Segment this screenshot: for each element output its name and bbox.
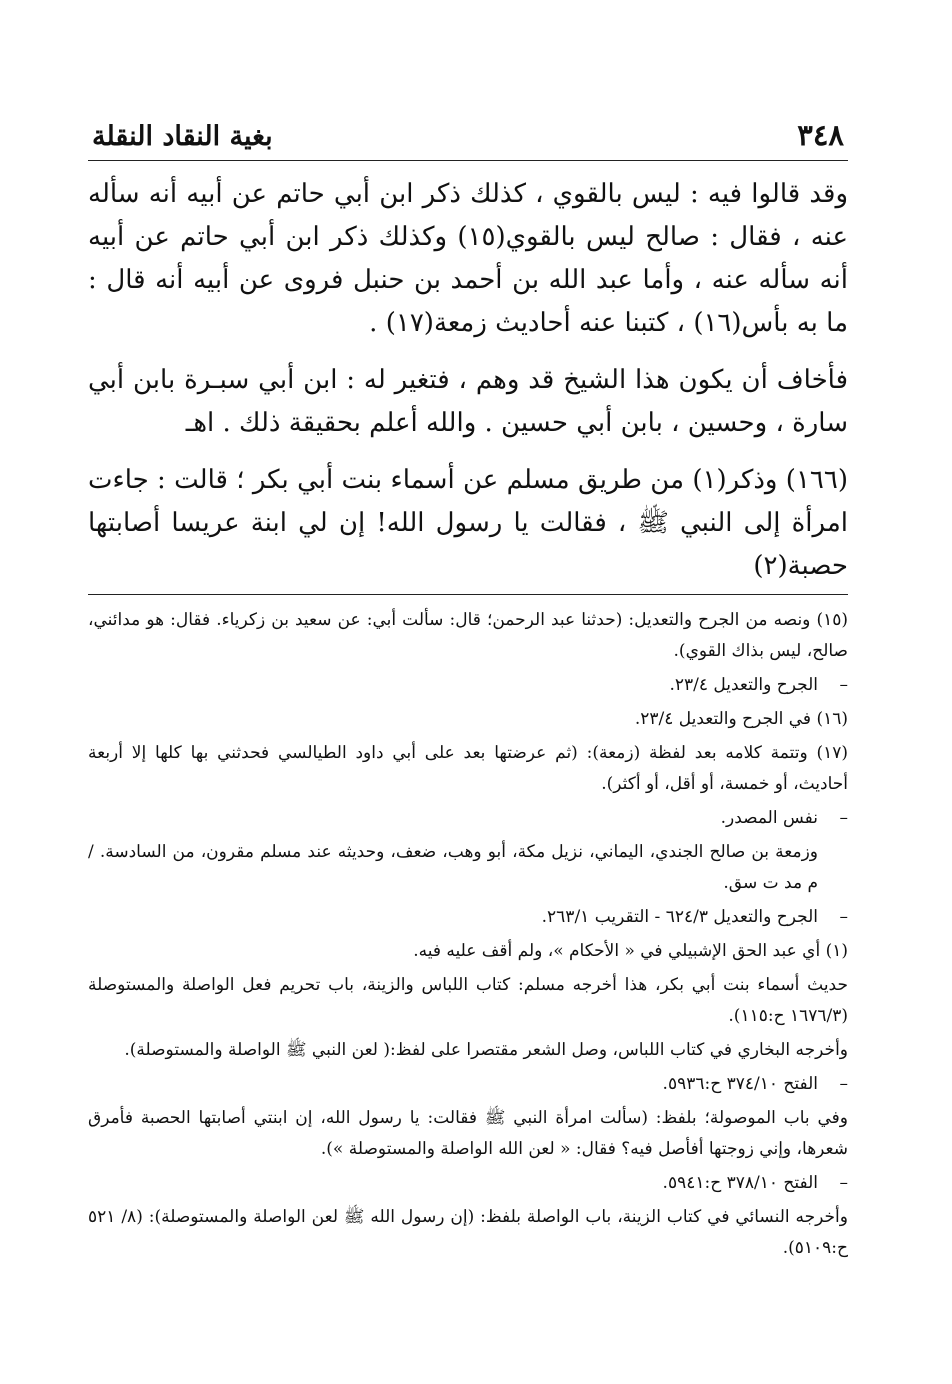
main-text [88,173,848,588]
footnote-source: – نفس المصدر. [88,803,848,834]
footnote: (١٦) في الجرح والتعديل ٢٣/٤. [634,709,848,729]
footnotes-section [88,594,848,1264]
paragraph: وقد قالوا فيه : ليس بالقوي ، كذلك ذكر ابن أبي حاتم عن أبيه أنه سأله عنه ، فقال : صالح ليس بالقوي(١٥) وكذلك ذكر ابن أبي حاتم عن أبيه أنه سأله عنه ، وأما عبد الله بن أحمد بن حنبل فروى عن أبيه أنه قال : ما به بأس(١٦) ، كتبنا عنه أحاديث زمعة(١٧) . [88,179,848,338]
footnote: وفي باب الموصولة؛ بلفظ: (سألت امرأة النبي ﷺ فقالت: يا رسول الله، إن ابنتي أصابتها الحصبة فأمرق شعرها، وإني زوجتها أفأصل فيه؟ فقال: « لعن الله الواصلة والمستوصلة »). [88,1108,848,1159]
footnote-note: وزمعة بن صالح الجندي، اليماني، نزيل مكة، أبو وهب، ضعف، وحديثه عند مسلم مقرون، من السادسة. / م مد ت سق. [88,842,818,893]
footnote: وأخرجه البخاري في كتاب اللباس، وصل الشعر مقتصرا على لفظ:( لعن النبي ﷺ الواصلة والمستوصلة). [124,1040,848,1060]
paragraph: (١٦٦) وذكر(١) من طريق مسلم عن أسماء بنت أبي بكر ؛ قالت : جاءت امرأة إلى النبي ﷺ ، فقالت يا رسول الله! إن لي ابنة عريسا أصابتها حصبة(٢) [88,465,848,581]
document-page [88,118,848,1267]
footnote: وأخرجه النسائي في كتاب الزينة، باب الواصلة بلفظ: (إن رسول الله ﷺ لعن الواصلة والمستوصلة): (٨/ ٥٢١ ح:٥١٠٩). [88,1207,848,1258]
footnote: (١) أي عبد الحق الإشبيلي في « الأحكام »، ولم أقف عليه فيه. [413,941,848,961]
page-number: ٣٤٨ [797,118,844,152]
footnote-source: – الفتح ٣٧٨/١٠ ح:٥٩٤١. [88,1168,848,1199]
page-header [88,118,848,161]
footnote-source: – الجرح والتعديل ٢٣/٤. [88,670,848,701]
running-title: بغية النقاد النقلة [92,121,273,152]
footnote-source: – الفتح ٣٧٤/١٠ ح:٥٩٣٦. [88,1069,848,1100]
footnote: حديث أسماء بنت أبي بكر، هذا أخرجه مسلم: كتاب اللباس والزينة، باب تحريم فعل الواصلة والمستوصلة (١٦٧٦/٣ ح:١١٥). [88,975,848,1026]
footnote-source: – الجرح والتعديل ٦٢٤/٣ - التقريب ٢٦٣/١. [88,902,848,933]
paragraph: فأخاف أن يكون هذا الشيخ قد وهم ، فتغير له : ابن أبي سبـرة بابن أبي سارة ، وحسين ، بابن أبي حسين . والله أعلم بحقيقة ذلك . اهـ [88,365,848,438]
footnote: (١٥) ونصه من الجرح والتعديل: (حدثنا عبد الرحمن؛ قال: سألت أبي: عن سعيد بن زكرياء. فقال: هو مدائني، صالح، ليس بذاك القوي). [88,610,848,661]
footnote: (١٧) وتتمة كلامه بعد لفظة (زمعة): (ثم عرضتها بعد على أبي داود الطيالسي فحدثني بها كلها إلا أربعة أحاديث، أو خمسة، أو أقل، أو أكثر). [88,743,848,794]
